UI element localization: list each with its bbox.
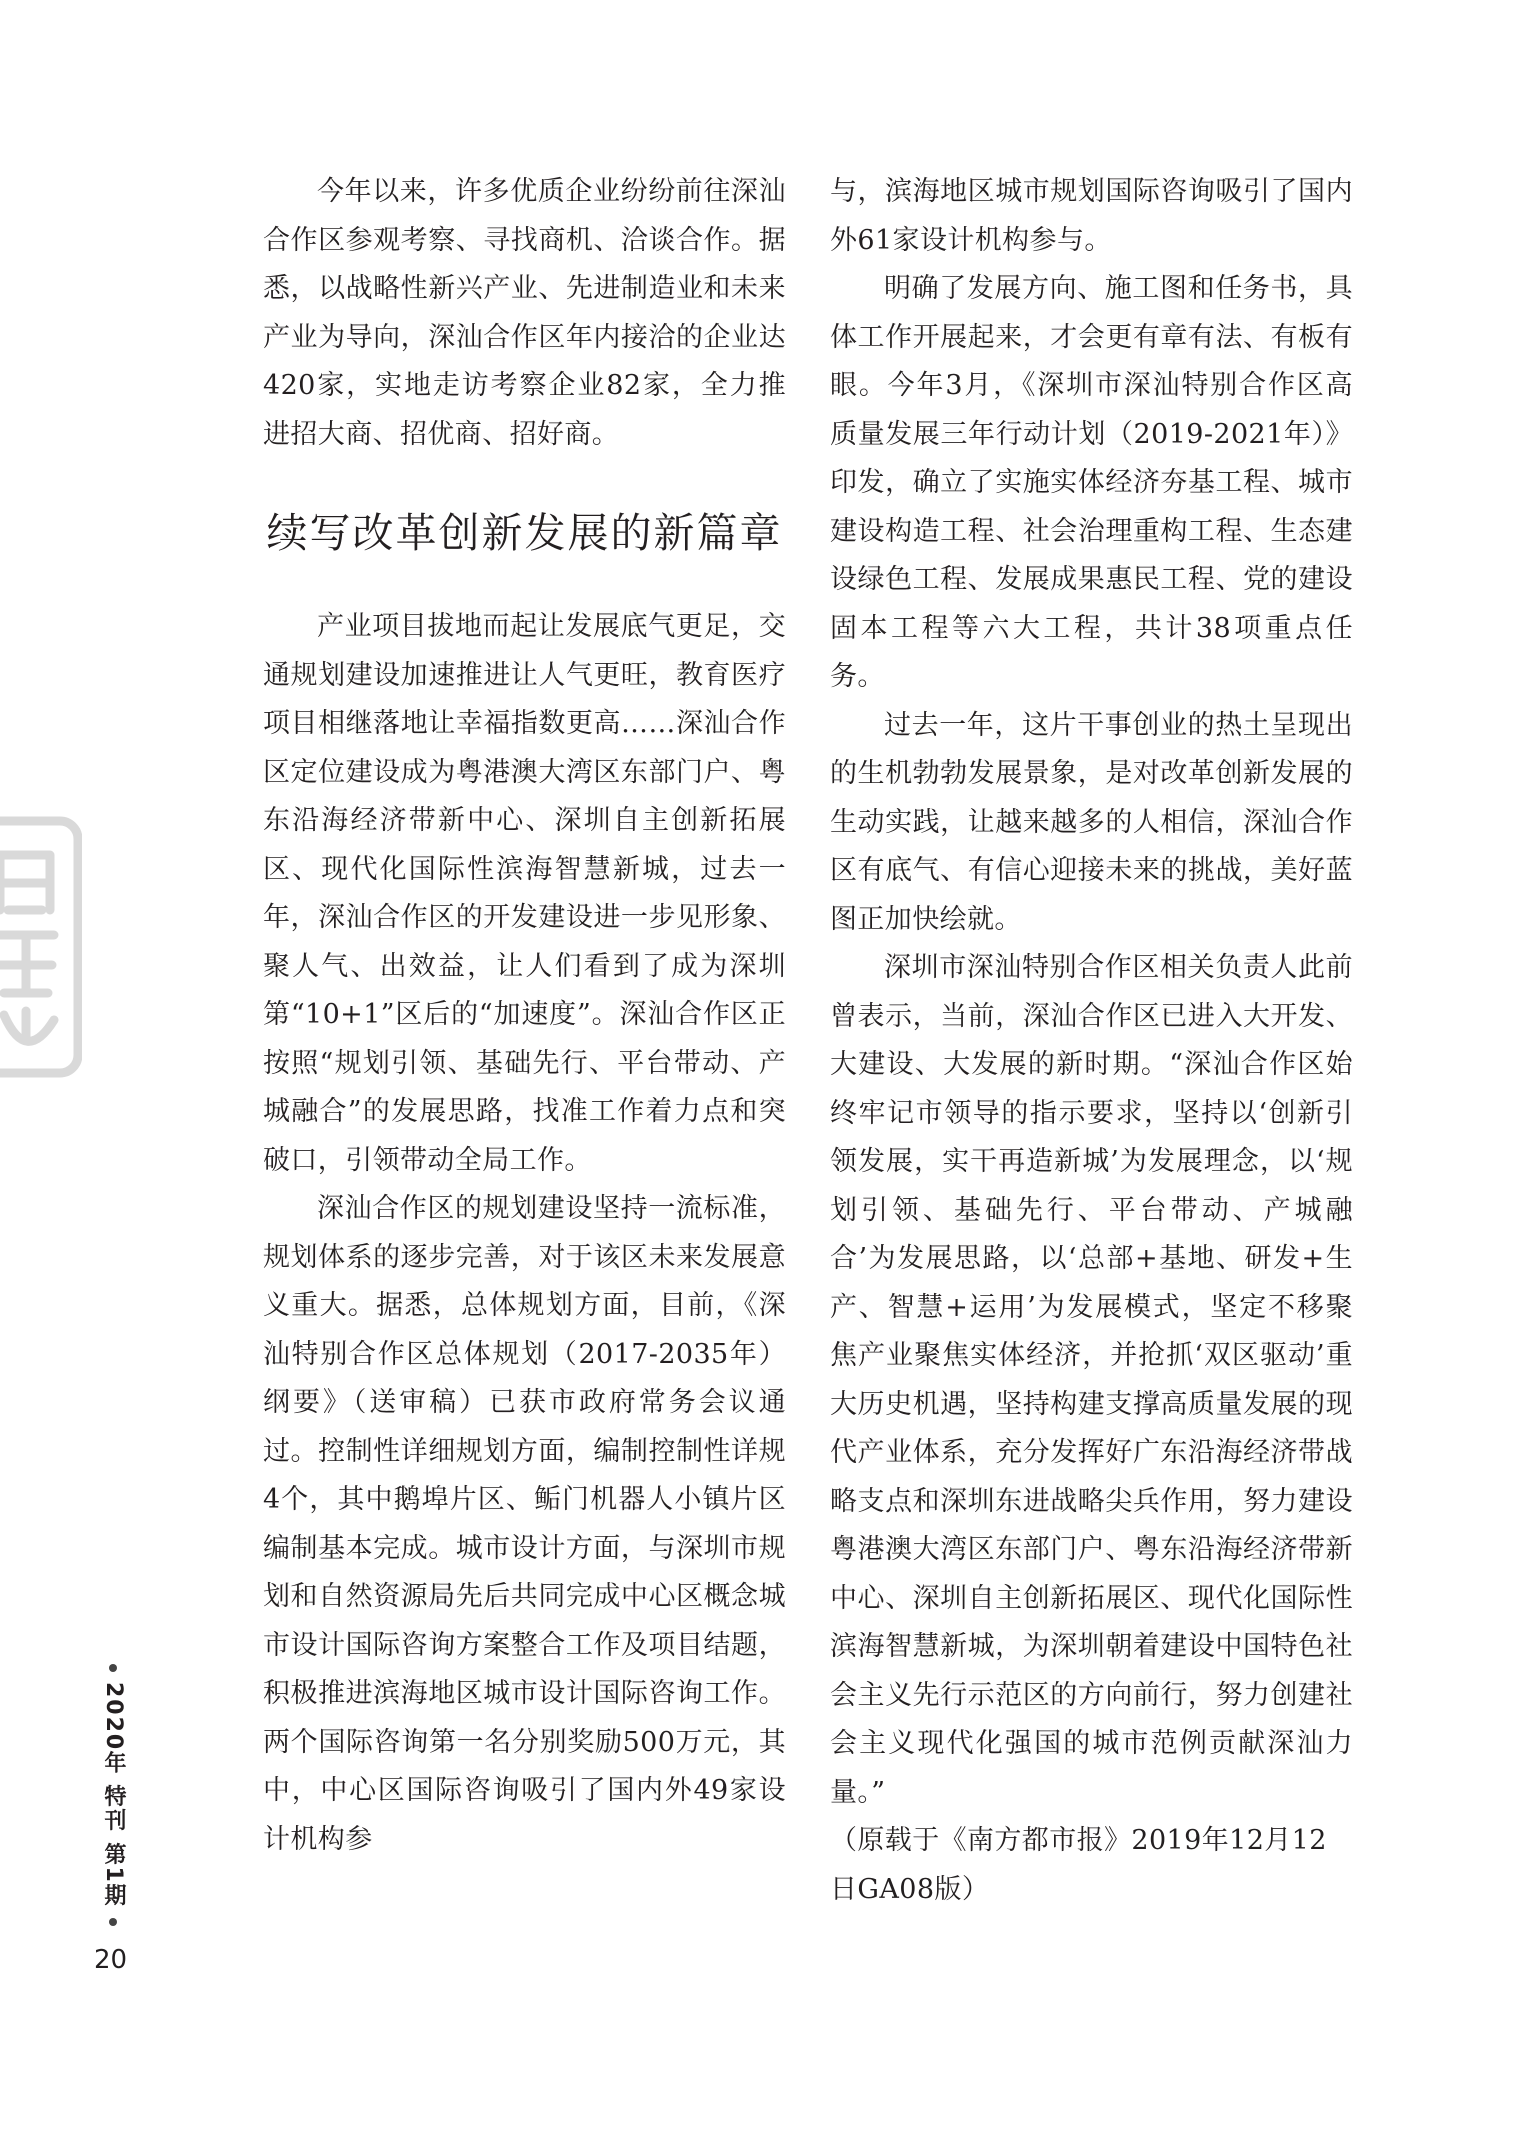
body-paragraph: 产业项目拔地而起让发展底气更足，交通规划建设加速推进让人气更旺，教育医疗项目相继落地让幸福指数更高……深汕合作区定位建设成为粤港澳大湾区东部门户、粤东沿海经济带新中心、深圳自主创新拓展区、现代化国际性滨海智慧新城，过去一年，深汕合作区的开发建设进一步见形象、聚人气、出效益，让人们看到了成为深圳第“10+1”区后的“加速度”。深汕合作区正按照“规划引领、基础先行、平台带动、产城融合”的发展思路，找准工作着力点和突破口，引领带动全局工作。 xyxy=(263,611,786,1176)
body-paragraph: 今年以来，许多优质企业纷纷前往深汕合作区参观考察、寻找商机、洽谈合作。据悉，以战略性新兴产业、先进制造业和未来产业为导向，深汕合作区年内接洽的企业达420家，实地走访考察企业82家，全力推进招大商、招优商、招好商。 xyxy=(263,176,786,450)
section-heading: 续写改革创新发展的新篇章 xyxy=(266,509,783,557)
body-paragraph: 明确了发展方向、施工图和任务书，具体工作开展起来，才会更有章有法、有板有眼。今年3月，《深圳市深汕特别合作区高质量发展三年行动计划（2019-2021年）》印发，确立了实施实体经济夯基工程、城市建设构造工程、社会治理重构工程、生态建设绿色工程、发展成果惠民工程、党的建设固本工程等六大工程，共计38项重点任务。 xyxy=(830,273,1353,692)
bullet-dot-icon xyxy=(109,1918,117,1926)
bullet-dot-icon xyxy=(109,1664,117,1672)
article-column-right xyxy=(830,168,1353,1914)
body-paragraph: 深汕合作区的规划建设坚持一流标准，规划体系的逐步完善，对于该区未来发展意义重大。据悉，总体规划方面，目前，《深汕特别合作区总体规划（2017-2035年）纲要》（送审稿）已获市政府常务会议通过。控制性详细规划方面，编制控制性详规4个，其中鹅埠片区、鲘门机器人小镇片区编制基本完成。城市设计方面，与深圳市规划和自然资源局先后共同完成中心区概念城市设计国际咨询方案整合工作及项目结题，积极推进滨海地区城市设计国际咨询工作。两个国际咨询第一名分别奖励500万元，其中，中心区国际咨询吸引了国内外49家设计机构参 xyxy=(263,1193,786,1855)
page-number: 20 xyxy=(94,1945,128,1975)
issue-text: 2020年 特刊 第1期 xyxy=(101,1682,126,1908)
body-paragraph: 过去一年，这片干事创业的热土呈现出的生机勃勃发展景象，是对改革创新发展的生动实践，让越来越多的人相信，深汕合作区有底气、有信心迎接未来的挑战，美好蓝图正加快绘就。 xyxy=(830,709,1353,935)
article-column-left xyxy=(263,168,786,1864)
decorative-seal-stamp xyxy=(0,815,82,1080)
source-citation: （原载于《南方都市报》2019年12月12日GA08版） xyxy=(830,1825,1327,1905)
body-paragraph: 深圳市深汕特别合作区相关负责人此前曾表示，当前，深汕合作区已进入大开发、大建设、大发展的新时期。“深汕合作区始终牢记市领导的指示要求，坚持以‘创新引领发展，实干再造新城’为发展理念，以‘规划引领、基础先行、平台带动、产城融合’为发展思路，以‘总部+基地、研发+生产、智慧+运用’为发展模式，坚定不移聚焦产业聚焦实体经济，并抢抓‘双区驱动’重大历史机遇，坚持构建支撑高质量发展的现代产业体系，充分发挥好广东沿海经济带战略支点和深圳东进战略尖兵作用，努力建设粤港澳大湾区东部门户、粤东沿海经济带新中心、深圳自主创新拓展区、现代化国际性滨海智慧新城，为深圳朝着建设中国特色社会主义先行示范区的方向前行，努力创建社会主义现代化强国的城市范例贡献深汕力量。” xyxy=(830,952,1353,1808)
issue-label xyxy=(98,1660,128,1930)
body-paragraph: 与，滨海地区城市规划国际咨询吸引了国内外61家设计机构参与。 xyxy=(830,176,1353,256)
